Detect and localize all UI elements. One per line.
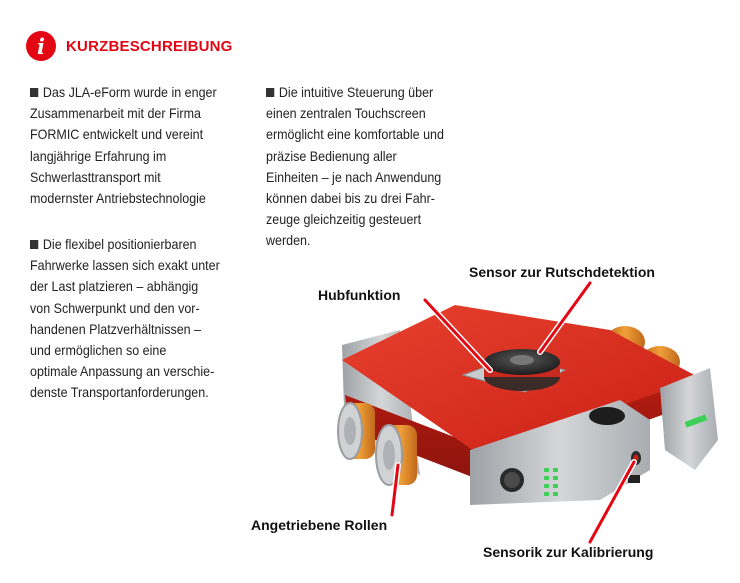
paragraph-line: werden. <box>266 233 311 249</box>
paragraph-line: denste Transportanforderungen. <box>30 385 209 401</box>
paragraph-line: und ermöglichen so eine <box>30 343 167 359</box>
driven-roller-left <box>338 403 375 459</box>
paragraph-line: präzise Bedienung aller <box>266 148 397 164</box>
paragraph-development <box>30 82 217 209</box>
paragraph-line: handenen Platzverhältnissen – <box>30 321 202 337</box>
bullet-square <box>30 88 38 97</box>
slip-sensor-hub <box>484 349 560 391</box>
paragraph-line: Zusammenarbeit mit der Firma <box>30 106 201 122</box>
paragraph-line: Einheiten – je nach Anwendung <box>266 169 442 185</box>
paragraph-line: modernster Antriebstechnologie <box>30 191 206 207</box>
paragraph-line: FORMIC entwickelt und vereint <box>30 127 204 143</box>
paragraph-line: von Schwerpunkt und den vor- <box>30 300 200 316</box>
paragraph-line: können dabei bis zu drei Fahr- <box>266 191 435 207</box>
paragraph-line: der Last platzieren – abhängig <box>30 279 199 295</box>
bullet-square <box>30 240 38 249</box>
switch-icon <box>628 475 640 483</box>
callout-sensor-label: Sensor zur Rutschdetektion <box>469 264 655 280</box>
paragraph-line: Das JLA-eForm wurde in enger <box>30 82 217 103</box>
paragraph-line: Fahrwerke lassen sich exakt unter <box>30 258 220 274</box>
paragraph-line: optimale Anpassung an verschie- <box>30 364 215 380</box>
info-icon: i <box>26 31 56 61</box>
callout-calibration-label: Sensorik zur Kalibrierung <box>483 544 654 560</box>
paragraph-line: ermöglicht eine komfortable und <box>266 127 444 143</box>
paragraph-control <box>266 82 444 252</box>
section-header <box>26 30 233 62</box>
section-title: KURZBESCHREIBUNG <box>66 37 233 55</box>
paragraph-line: Die intuitive Steuerung über <box>266 82 444 103</box>
paragraph-line: Schwerlasttransport mit <box>30 169 161 185</box>
paragraph-positioning <box>30 234 220 404</box>
paragraph-line: zeuge gleichzeitig gesteuert <box>266 212 422 228</box>
paragraph-line: einen zentralen Touchscreen <box>266 106 426 122</box>
paragraph-line: Die flexibel positionierbaren <box>30 234 220 255</box>
top-sensor-window <box>589 407 625 425</box>
callout-rollers-label: Angetriebene Rollen <box>251 517 388 533</box>
bullet-square <box>266 88 274 97</box>
paragraph-line: langjährige Erfahrung im <box>30 148 167 164</box>
callout-hub-label: Hubfunktion <box>318 287 401 303</box>
